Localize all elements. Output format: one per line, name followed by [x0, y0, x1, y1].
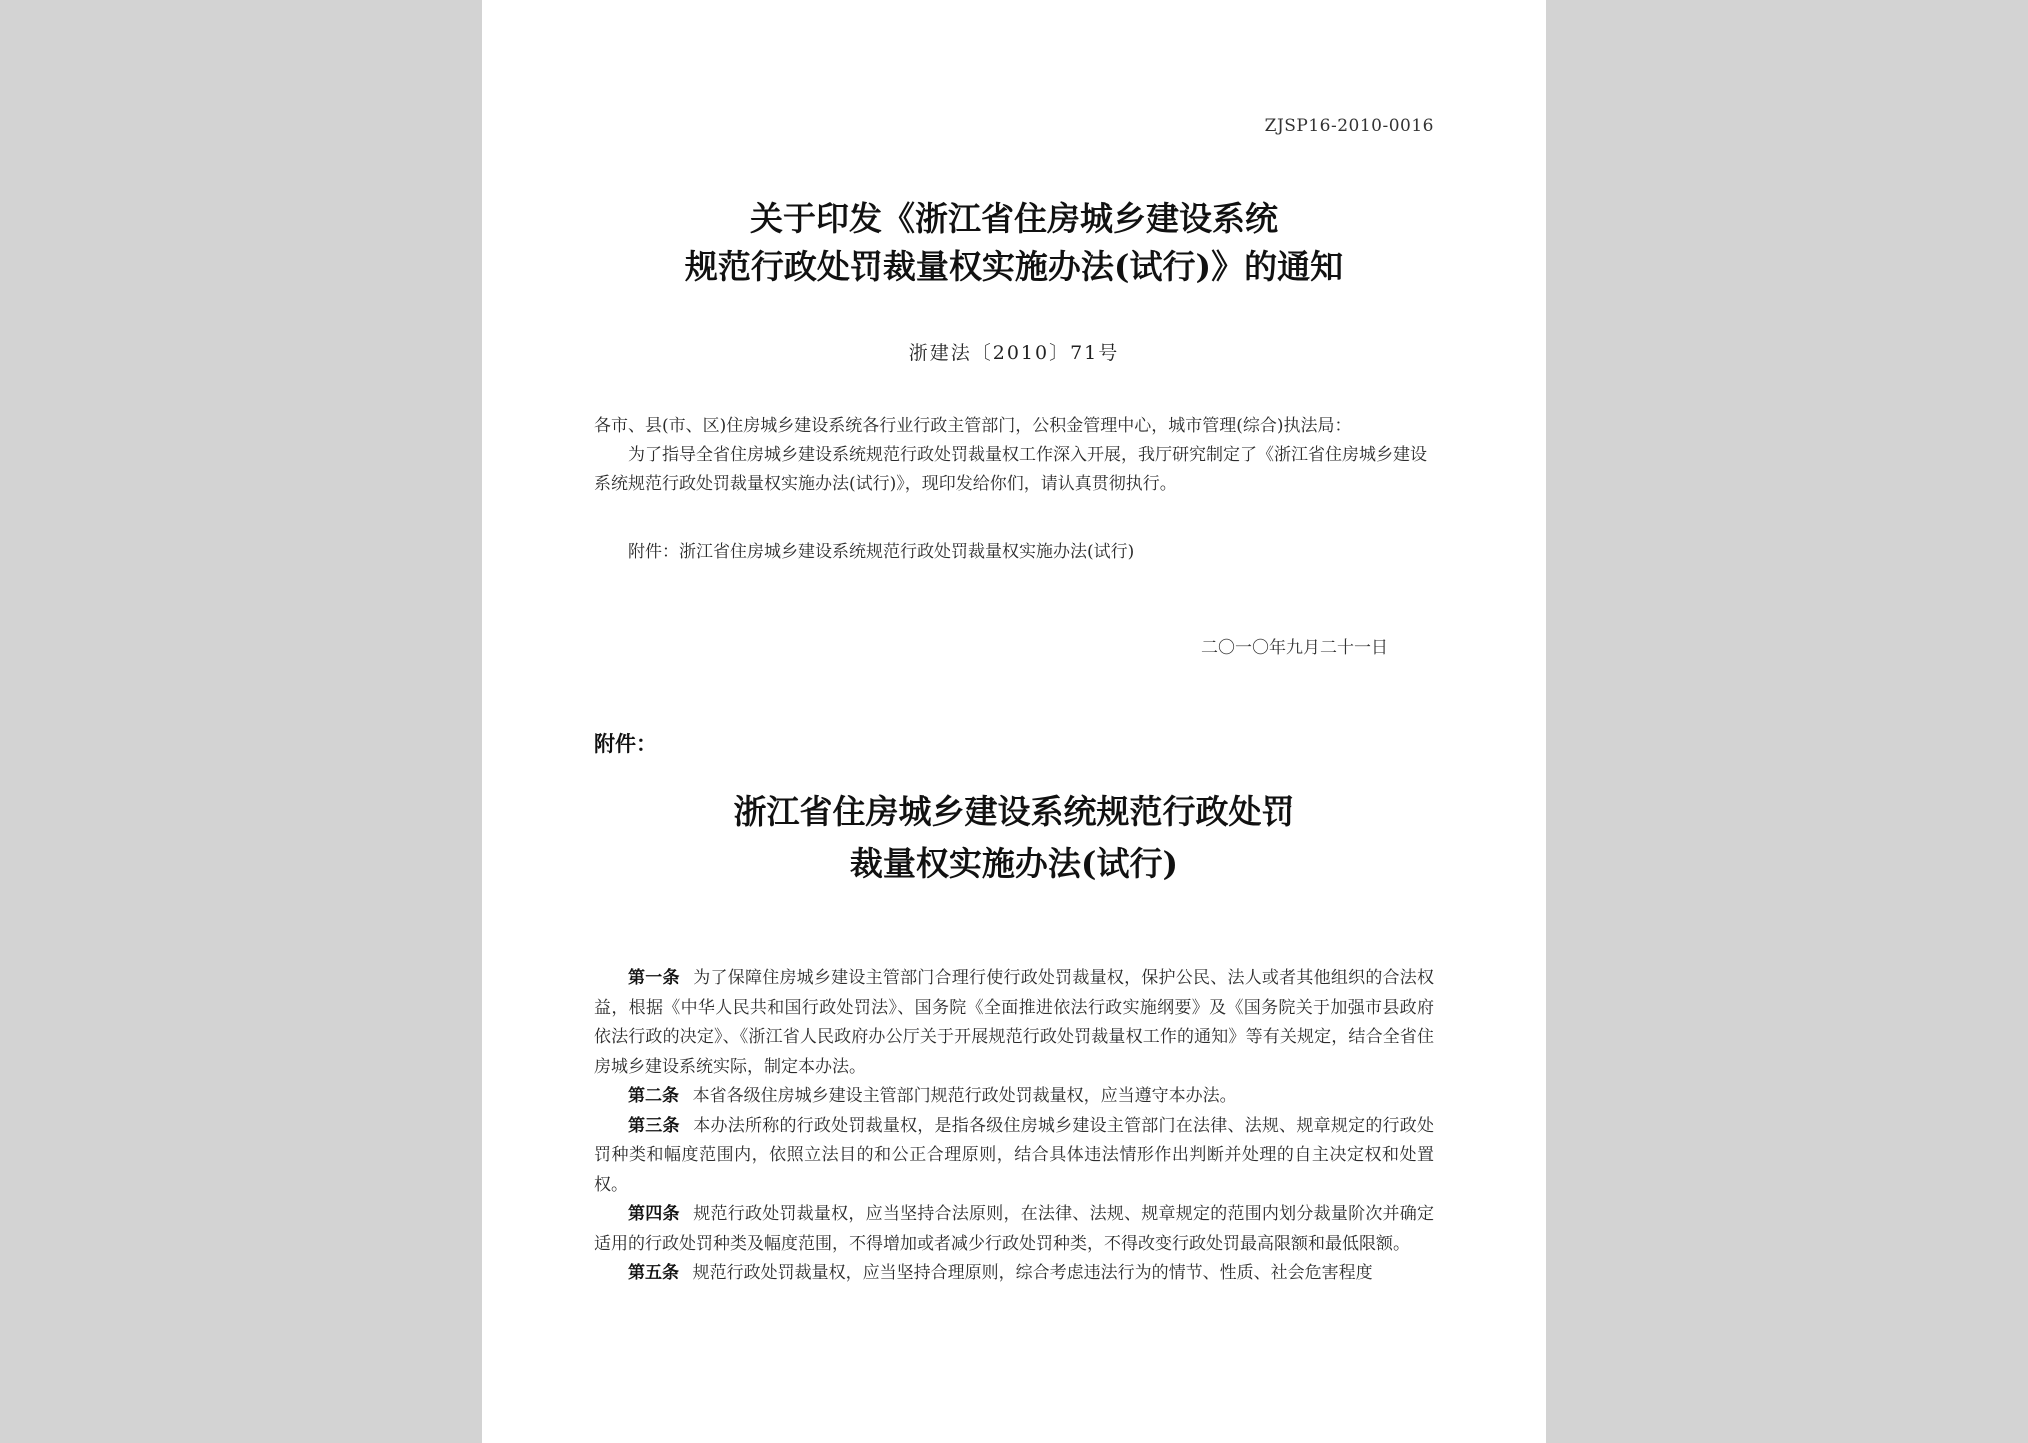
article-label: 第三条 — [628, 1115, 680, 1136]
article-text: 为了保障住房城乡建设主管部门合理行使行政处罚裁量权，保护公民、法人或者其他组织的合法权益，根据《中华人民共和国行政处罚法》、国务院《全面推进依法行政实施纲要》及《国务院关于加强市县政府依法行政的决定》、《浙江省人民政府办公厅关于开展规范行政处罚裁量权工作的通知》等有关规定，结合全省住房城乡建设系统实际，制定本办法。 — [594, 968, 1435, 1077]
addressee: 各市、县(市、区)住房城乡建设系统各行业行政主管部门，公积金管理中心，城市管理(综合)执法局： — [594, 416, 1352, 436]
measures-title-line: 裁量权实施办法(试行) — [849, 844, 1179, 883]
article-text: 规范行政处罚裁量权，应当坚持合法原则，在法律、法规、规章规定的范围内划分裁量阶次并确定适用的行政处罚种类及幅度范围，不得增加或者减少行政处罚种类，不得改变行政处罚最高限额和最低限额。 — [594, 1204, 1435, 1254]
measures-title-line: 浙江省住房城乡建设系统规范行政处罚 — [733, 792, 1295, 831]
article-text: 规范行政处罚裁量权，应当坚持合理原则，综合考虑违法行为的情节、性质、社会危害程度 — [692, 1263, 1373, 1283]
document-number: 浙建法〔2010〕71号 — [908, 342, 1120, 364]
article — [594, 1082, 1434, 1112]
notice-title-line: 关于印发《浙江省住房城乡建设系统 — [750, 199, 1278, 238]
notice-title-line: 规范行政处罚裁量权实施办法(试行)》的通知 — [684, 247, 1344, 286]
notice-title — [482, 195, 1546, 291]
notice-body — [594, 412, 1434, 499]
article-label: 第四条 — [628, 1204, 680, 1224]
articles-list — [594, 964, 1434, 1289]
issue-date: 二〇一〇年九月二十一日 — [1201, 638, 1388, 658]
attachment-note: 附件：浙江省住房城乡建设系统规范行政处罚裁量权实施办法(试行) — [628, 542, 1135, 562]
article-label: 第二条 — [628, 1086, 679, 1106]
attachment-label: 附件： — [594, 731, 657, 756]
article — [594, 1112, 1434, 1201]
article — [594, 1200, 1434, 1259]
document-page — [482, 0, 1546, 1443]
article — [594, 964, 1434, 1082]
article-label: 第一条 — [628, 968, 680, 988]
measures-title — [482, 786, 1546, 890]
article-label: 第五条 — [628, 1263, 679, 1283]
article — [594, 1259, 1434, 1289]
article-text: 本省各级住房城乡建设主管部门规范行政处罚裁量权，应当遵守本办法。 — [692, 1086, 1237, 1106]
document-code: ZJSP16-2010-0016 — [1264, 116, 1434, 136]
article-text: 本办法所称的行政处罚裁量权，是指各级住房城乡建设主管部门在法律、法规、规章规定的行政处罚种类和幅度范围内，依照立法目的和公正合理原则，结合具体违法情形作出判断并处理的自主决定权和处置权。 — [594, 1115, 1435, 1195]
intro-paragraph: 为了指导全省住房城乡建设系统规范行政处罚裁量权工作深入开展，我厅研究制定了《浙江省住房城乡建设系统规范行政处罚裁量权实施办法(试行)》，现印发给你们，请认真贯彻执行。 — [594, 445, 1427, 494]
